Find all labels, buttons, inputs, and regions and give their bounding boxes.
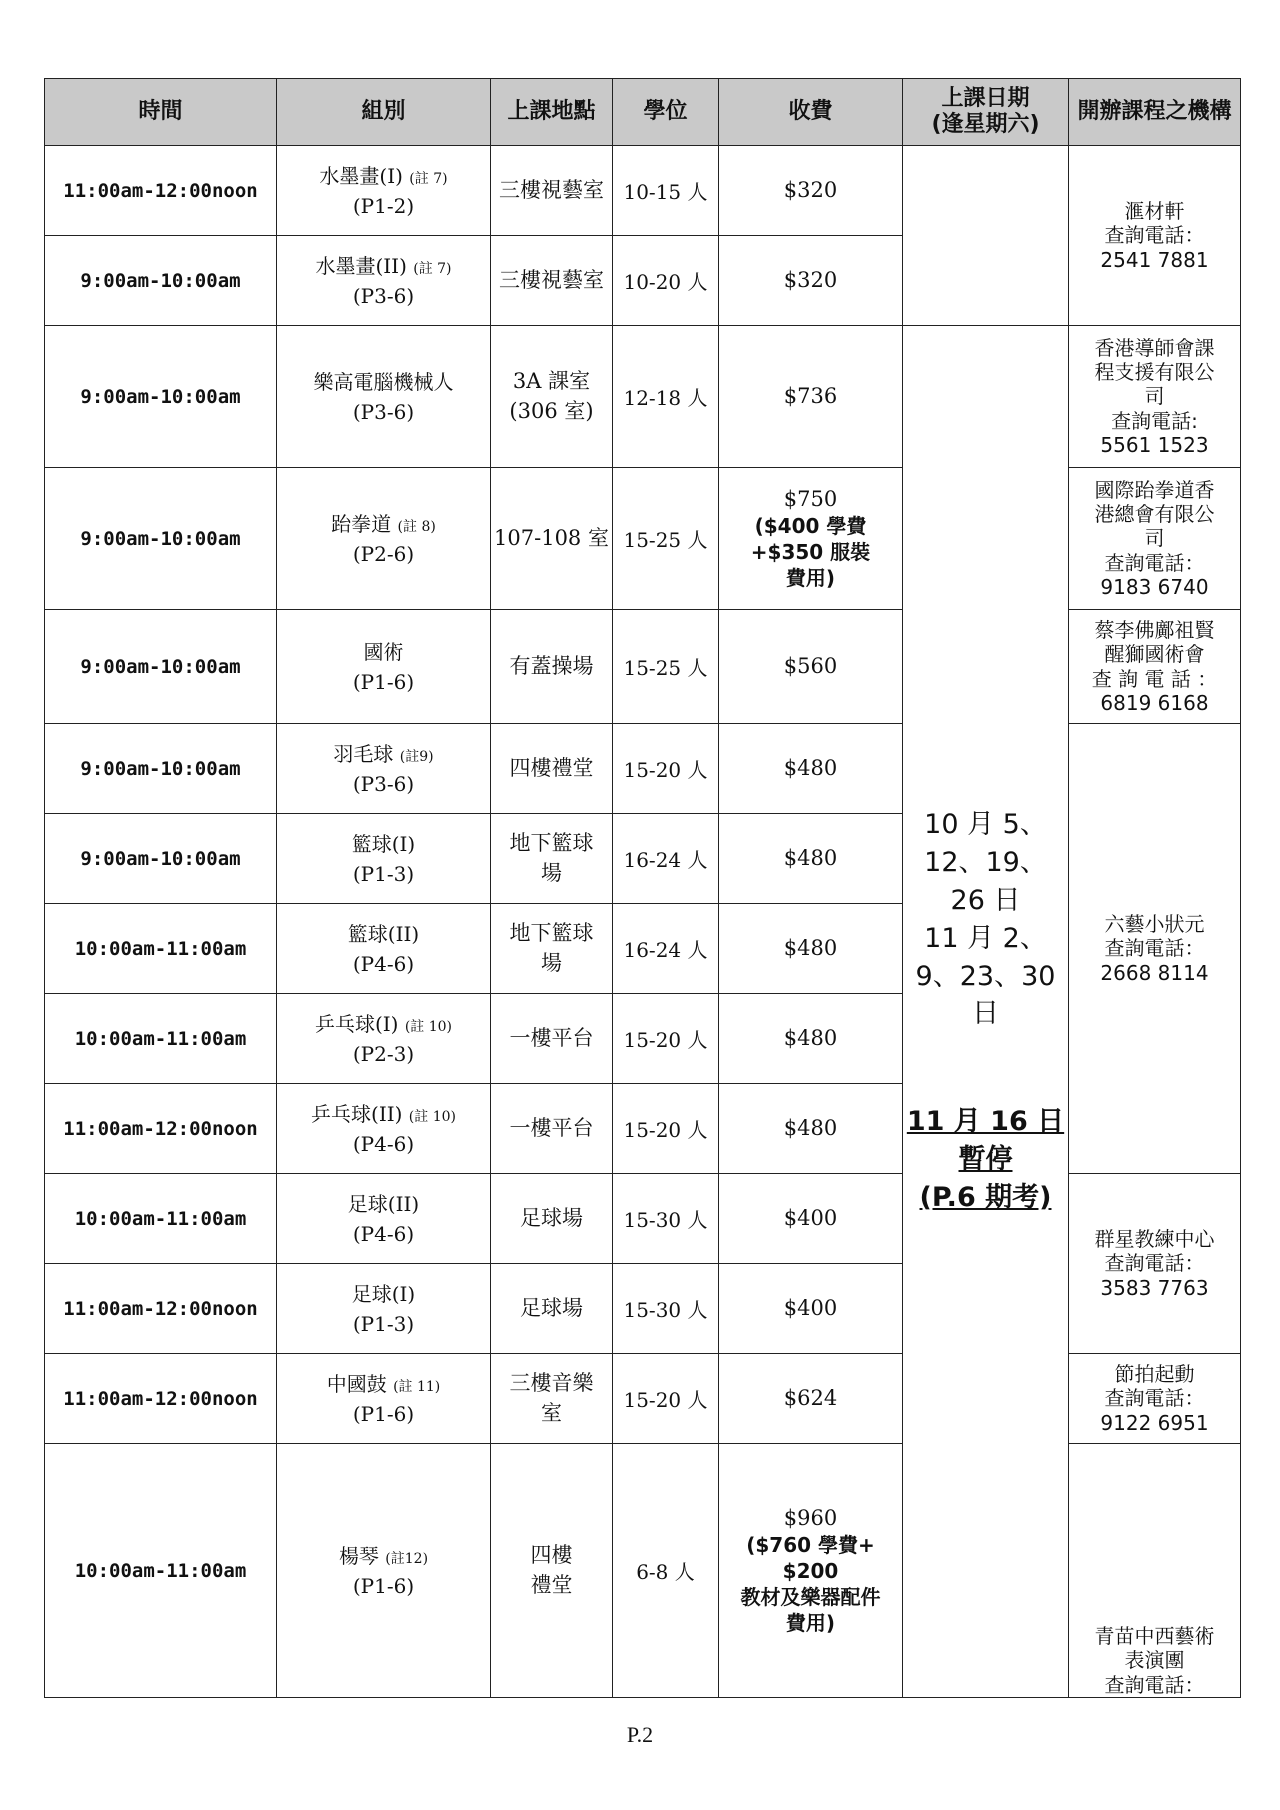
org-phone: 5561 1523 — [1100, 433, 1209, 458]
group-label: 國術 — [363, 639, 404, 664]
org-phone-label: 查詢電話： — [1104, 936, 1205, 961]
group-label: 乒乓球(I) — [314, 1011, 399, 1036]
quota-cell: 15-20 人 — [613, 1084, 719, 1174]
group-cell — [277, 1084, 491, 1174]
fee-amount: $960 — [783, 1505, 838, 1530]
org-phone: 2541 7881 — [1100, 247, 1209, 272]
group-name — [279, 251, 488, 281]
date-cell — [903, 326, 1069, 1698]
org-phone: 6819 6168 — [1100, 690, 1209, 715]
group-level: (P1-3) — [352, 861, 415, 886]
group-name — [279, 1099, 488, 1129]
group-cell — [277, 814, 491, 904]
group-label: 樂高電腦機械人 — [313, 369, 454, 394]
group-label: 水墨畫(II) — [315, 253, 407, 278]
location-cell: 四樓禮堂 — [491, 724, 613, 814]
quota-cell: 16-24 人 — [613, 904, 719, 994]
time-cell: 9:00am-10:00am — [45, 724, 277, 814]
org-name: 蔡李佛鄺祖賢 醒獅國術會 — [1094, 617, 1215, 667]
org-name: 香港導師會課 程支援有限公 司 — [1094, 335, 1215, 409]
time-cell: 10:00am-11:00am — [45, 994, 277, 1084]
org-name: 青苗中西藝術 表演團 — [1094, 1623, 1215, 1673]
group-level: (P2-3) — [352, 1041, 415, 1066]
fee-amount: $320 — [783, 267, 838, 292]
org-cell — [1069, 146, 1241, 326]
group-label: 籃球(II) — [347, 921, 420, 946]
time-cell: 10:00am-11:00am — [45, 1174, 277, 1264]
org-phone-label: 查詢電話： — [1104, 1251, 1205, 1276]
group-note: (註 8) — [397, 518, 436, 535]
org-name: 節拍起動 — [1114, 1361, 1195, 1386]
group-cell — [277, 904, 491, 994]
table-row — [45, 146, 1241, 236]
group-name — [279, 829, 488, 859]
fee-cell — [719, 1264, 903, 1354]
fee-cell — [719, 904, 903, 994]
group-name — [279, 1189, 488, 1219]
group-cell — [277, 236, 491, 326]
group-name — [279, 919, 488, 949]
location-cell: 三樓視藝室 — [491, 236, 613, 326]
time-cell: 10:00am-11:00am — [45, 904, 277, 994]
location-cell: 有蓋操場 — [491, 610, 613, 724]
group-cell — [277, 724, 491, 814]
quota-cell: 10-20 人 — [613, 236, 719, 326]
group-name — [279, 367, 488, 397]
fee-cell — [719, 146, 903, 236]
org-phone: 9122 6951 — [1100, 1410, 1209, 1435]
location-cell: 三樓音樂 室 — [491, 1354, 613, 1444]
group-label: 足球(I) — [351, 1281, 416, 1306]
page-number: P.2 — [626, 1722, 654, 1747]
org-cell — [1069, 1354, 1241, 1444]
group-cell — [277, 468, 491, 610]
location-cell: 三樓視藝室 — [491, 146, 613, 236]
group-cell — [277, 1354, 491, 1444]
fee-amount: $560 — [783, 653, 838, 678]
quota-cell: 15-20 人 — [613, 1354, 719, 1444]
group-level: (P3-6) — [352, 399, 415, 424]
org-phone-label: 查詢電話: — [1111, 408, 1198, 433]
group-level: (P1-6) — [352, 669, 415, 694]
group-label: 跆拳道 — [331, 511, 392, 536]
fee-cell — [719, 610, 903, 724]
group-cell — [277, 1174, 491, 1264]
group-level: (P4-6) — [352, 1131, 415, 1156]
group-cell — [277, 994, 491, 1084]
header-fee: 收費 — [719, 79, 903, 146]
group-name — [279, 509, 488, 539]
quota-cell: 15-25 人 — [613, 468, 719, 610]
group-label: 籃球(I) — [351, 831, 416, 856]
fee-breakdown: ($760 學費+ $200 教材及樂器配件 費用) — [740, 1533, 881, 1636]
group-cell — [277, 1264, 491, 1354]
org-phone-label: 查詢電話： — [1104, 223, 1205, 248]
time-cell: 11:00am-12:00noon — [45, 1084, 277, 1174]
header-location: 上課地點 — [491, 79, 613, 146]
time-cell: 9:00am-10:00am — [45, 326, 277, 468]
group-note: (註 7) — [413, 260, 452, 277]
org-cell — [1069, 724, 1241, 1174]
fee-cell — [719, 1084, 903, 1174]
suspension-notice: 11 月 16 日 暫停 (P.6 期考) — [906, 1106, 1065, 1213]
fee-cell — [719, 994, 903, 1084]
group-level: (P3-6) — [352, 283, 415, 308]
group-cell — [277, 1444, 491, 1698]
group-note: (註 10) — [404, 1018, 453, 1035]
group-label: 足球(II) — [347, 1191, 420, 1216]
group-note: (註 7) — [409, 170, 448, 187]
quota-cell: 6-8 人 — [613, 1444, 719, 1698]
fee-amount: $400 — [783, 1205, 838, 1230]
location-cell: 四樓 禮堂 — [491, 1444, 613, 1698]
group-cell — [277, 610, 491, 724]
header-time: 時間 — [45, 79, 277, 146]
group-label: 羽毛球 — [333, 741, 394, 766]
group-name — [279, 739, 488, 769]
time-cell: 9:00am-10:00am — [45, 814, 277, 904]
quota-cell: 15-30 人 — [613, 1174, 719, 1264]
org-cell — [1069, 610, 1241, 724]
group-note: (註9) — [399, 748, 434, 765]
fee-cell — [719, 1444, 903, 1698]
org-phone: 2668 8114 — [1100, 960, 1209, 985]
group-note: (註12) — [385, 1550, 429, 1567]
group-name — [279, 1009, 488, 1039]
class-dates: 10 月 5、 12、19、 26 日 11 月 2、 9、23、30 日 — [915, 809, 1056, 1030]
header-org: 開辦課程之機構 — [1069, 79, 1241, 146]
fee-amount: $750 — [783, 486, 838, 511]
location-cell: 足球場 — [491, 1264, 613, 1354]
time-cell: 11:00am-12:00noon — [45, 1264, 277, 1354]
fee-cell — [719, 326, 903, 468]
fee-amount: $480 — [783, 1025, 838, 1050]
location-cell: 一樓平台 — [491, 994, 613, 1084]
time-cell: 11:00am-12:00noon — [45, 146, 277, 236]
time-cell: 9:00am-10:00am — [45, 236, 277, 326]
fee-amount: $320 — [783, 177, 838, 202]
group-level: (P1-6) — [352, 1573, 415, 1598]
quota-cell: 15-25 人 — [613, 610, 719, 724]
org-name: 滙材軒 — [1124, 198, 1185, 223]
fee-amount: $480 — [783, 755, 838, 780]
org-phone-label: 查詢電話： — [1104, 550, 1205, 575]
fee-cell — [719, 724, 903, 814]
course-schedule-table — [44, 78, 1241, 1698]
fee-breakdown: ($400 學費 +$350 服裝 費用) — [750, 514, 871, 591]
org-phone: 9183 6740 — [1100, 575, 1209, 600]
fee-amount: $480 — [783, 845, 838, 870]
group-label: 乒乓球(II) — [311, 1101, 403, 1126]
location-cell: 一樓平台 — [491, 1084, 613, 1174]
fee-amount: $480 — [783, 935, 838, 960]
location-cell: 地下籃球 場 — [491, 904, 613, 994]
group-level: (P4-6) — [352, 1221, 415, 1246]
fee-amount: $400 — [783, 1295, 838, 1320]
time-cell: 9:00am-10:00am — [45, 468, 277, 610]
time-cell: 10:00am-11:00am — [45, 1444, 277, 1698]
header-date: 上課日期 (逢星期六) — [903, 79, 1069, 146]
fee-cell — [719, 1354, 903, 1444]
fee-cell — [719, 1174, 903, 1264]
group-cell — [277, 146, 491, 236]
time-cell: 9:00am-10:00am — [45, 610, 277, 724]
group-note: (註 10) — [408, 1108, 456, 1125]
org-cell — [1069, 1444, 1241, 1698]
org-cell — [1069, 326, 1241, 468]
group-note: (註 11) — [393, 1378, 441, 1395]
quota-cell: 15-30 人 — [613, 1264, 719, 1354]
quota-cell: 15-20 人 — [613, 724, 719, 814]
org-name: 國際跆拳道香 港總會有限公 司 — [1094, 477, 1215, 551]
group-name — [279, 1279, 488, 1309]
group-level: (P1-2) — [352, 193, 415, 218]
quota-cell: 10-15 人 — [613, 146, 719, 236]
group-level: (P1-3) — [352, 1311, 415, 1336]
org-phone-label: 查 詢 電 話 ： — [1091, 666, 1218, 691]
fee-amount: $480 — [783, 1115, 838, 1140]
header-row — [45, 79, 1241, 146]
quota-cell: 15-20 人 — [613, 994, 719, 1084]
group-level: (P4-6) — [352, 951, 415, 976]
location-cell: 地下籃球 場 — [491, 814, 613, 904]
group-level: (P1-6) — [352, 1401, 415, 1426]
fee-amount: $624 — [783, 1385, 838, 1410]
org-cell — [1069, 1174, 1241, 1354]
location-cell: 足球場 — [491, 1174, 613, 1264]
group-name — [279, 1369, 488, 1399]
location-cell: 3A 課室 (306 室) — [491, 326, 613, 468]
group-label: 中國鼓 — [326, 1371, 387, 1396]
group-label: 水墨畫(I) — [319, 163, 403, 188]
date-cell-empty — [903, 146, 1069, 326]
group-label: 楊琴 — [338, 1543, 379, 1568]
org-phone-label: 查詢電話： — [1104, 1672, 1205, 1697]
header-group: 組別 — [277, 79, 491, 146]
quota-cell: 16-24 人 — [613, 814, 719, 904]
org-name: 六藝小狀元 — [1104, 911, 1205, 936]
group-level: (P3-6) — [352, 771, 415, 796]
header-quota: 學位 — [613, 79, 719, 146]
fee-cell — [719, 468, 903, 610]
group-name — [279, 1541, 488, 1571]
group-name — [279, 161, 488, 191]
org-phone-label: 查詢電話： — [1104, 1386, 1205, 1411]
table-row — [45, 326, 1241, 468]
group-cell — [277, 326, 491, 468]
fee-cell — [719, 236, 903, 326]
fee-cell — [719, 814, 903, 904]
quota-cell: 12-18 人 — [613, 326, 719, 468]
location-cell: 107-108 室 — [491, 468, 613, 610]
group-name — [279, 637, 488, 667]
org-cell — [1069, 468, 1241, 610]
fee-amount: $736 — [783, 383, 838, 408]
group-level: (P2-6) — [352, 541, 415, 566]
org-phone: 3583 7763 — [1100, 1275, 1209, 1300]
time-cell: 11:00am-12:00noon — [45, 1354, 277, 1444]
org-name: 群星教練中心 — [1094, 1226, 1215, 1251]
